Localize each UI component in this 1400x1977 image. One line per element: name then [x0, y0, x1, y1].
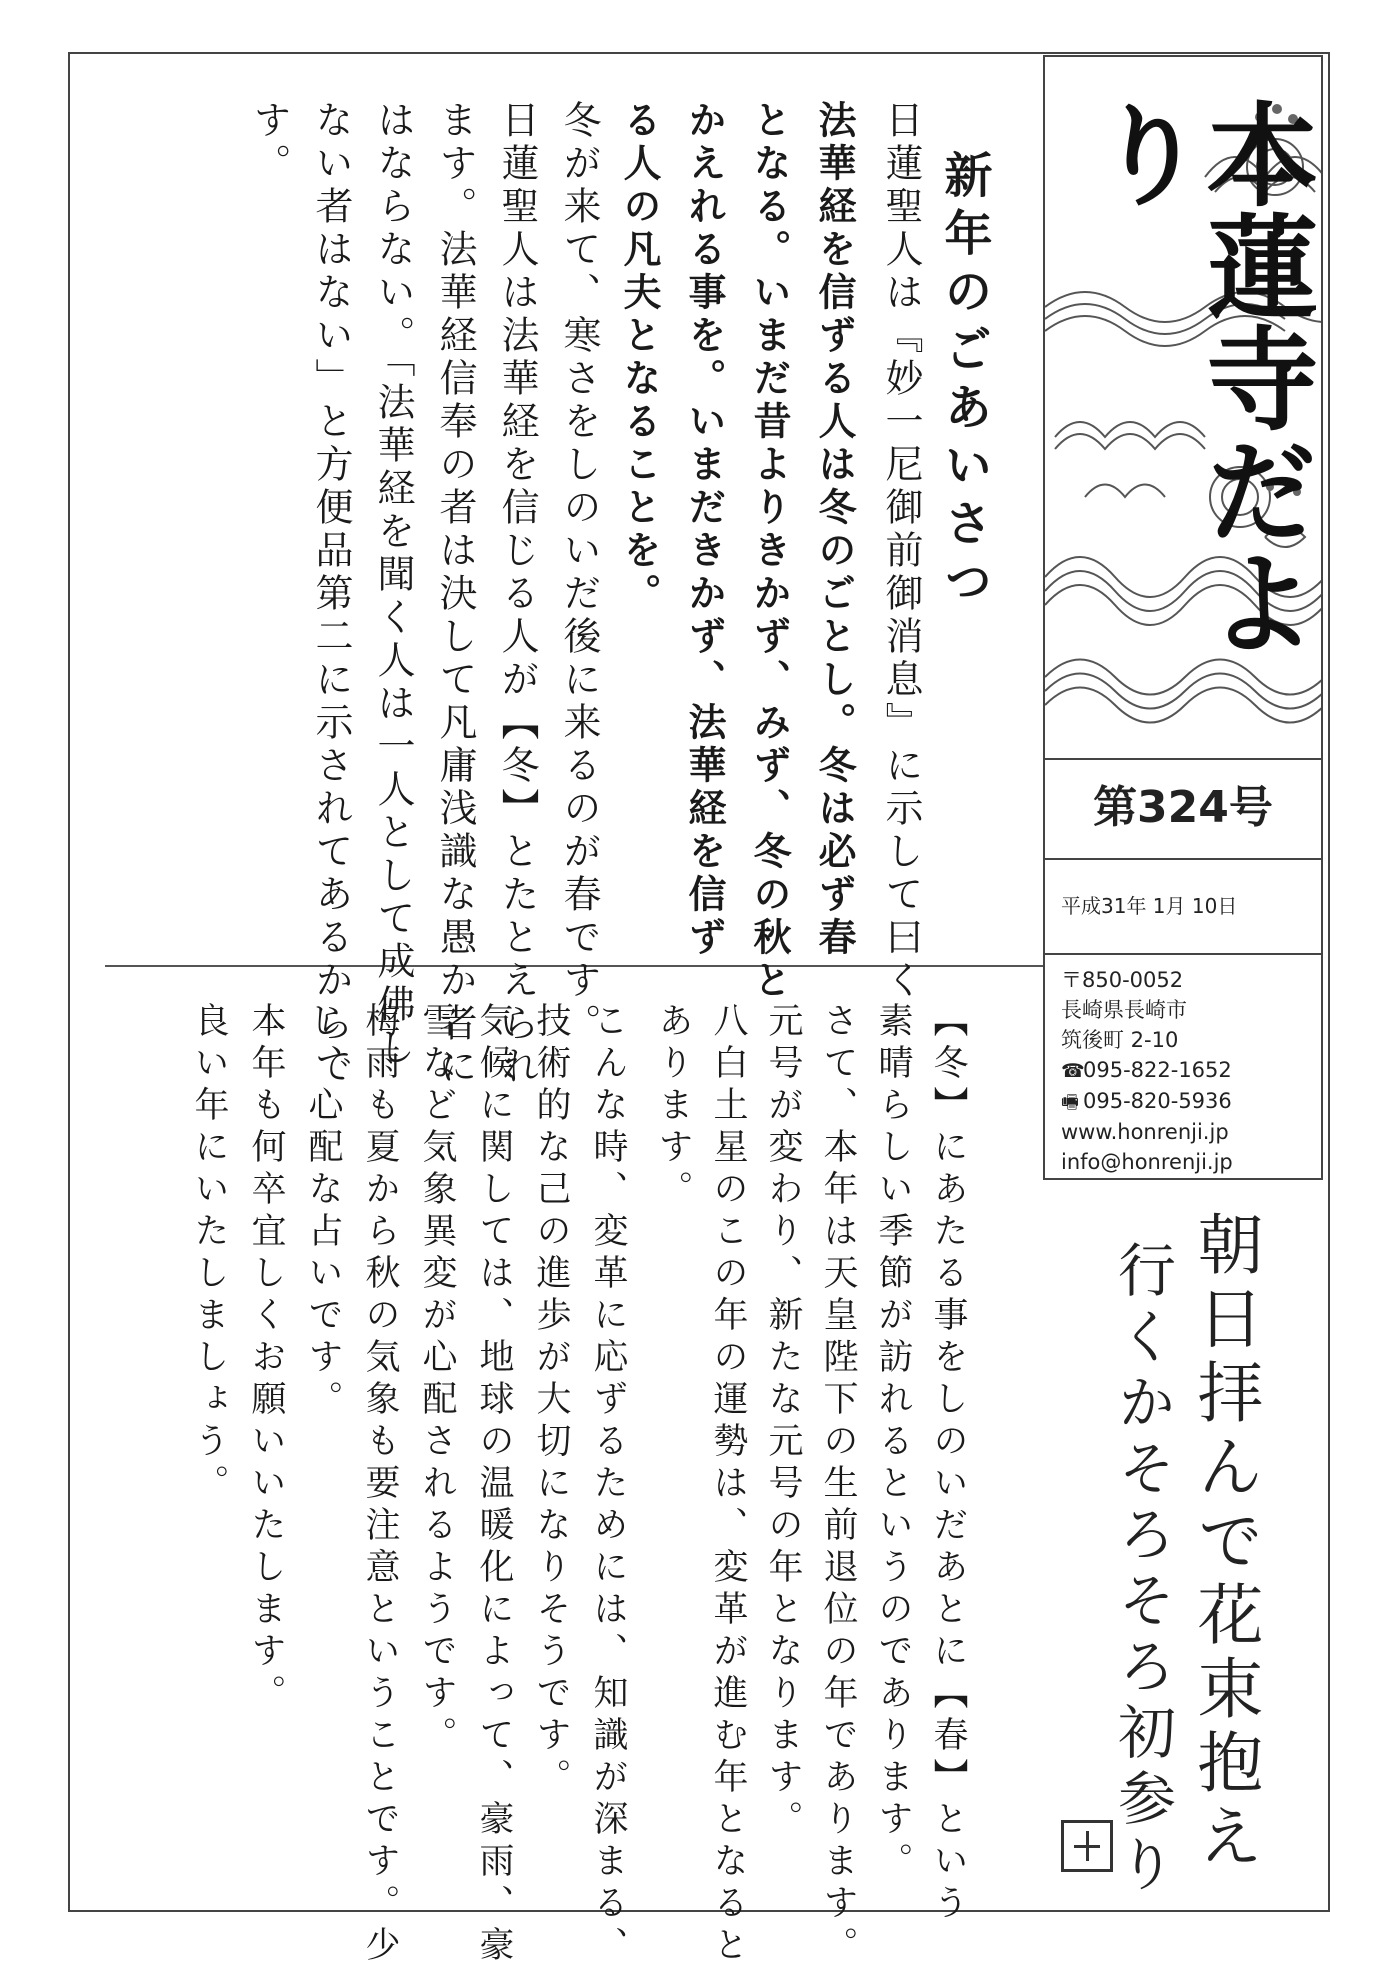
- article-top-line: 法華経を信ずる人は冬のごとし。冬は必ず春: [812, 100, 857, 960]
- contact-block: [1043, 955, 1323, 1180]
- fax-number: 095-820-5936: [1083, 1089, 1232, 1113]
- article-top-line: ない者はない」と方便品第二に示されてあるからで: [309, 100, 353, 1089]
- article-bottom-line: 素晴らしい季節が訪れるというのであります。: [873, 1002, 913, 1884]
- phone-icon: ☎: [1061, 1060, 1085, 1082]
- article-top-line: かえれる事を。いまだきかず、法華経を信ず: [682, 100, 727, 960]
- article-top-line: る人の凡夫となることを。: [617, 100, 662, 616]
- fax-icon: 🖷: [1061, 1091, 1079, 1113]
- article-bottom-line: 元号が変わり、新たな元号の年となります。: [763, 1002, 803, 1842]
- haiku-line-1: 朝日拝んで花束抱え: [1186, 1210, 1263, 1876]
- address-line-1: 長崎県長崎市: [1061, 998, 1187, 1022]
- article-top-line: 日蓮聖人は法華経を信じる人が【冬】とたとえられ: [495, 100, 539, 1089]
- newsletter-title: 本蓮寺だより: [1076, 97, 1319, 657]
- article-top-line: す。: [247, 100, 291, 186]
- article-bottom-line: 八白土星のこの年の運勢は、変革が進む年となると: [708, 1002, 748, 1968]
- haiku-block: [1043, 1180, 1323, 1910]
- article-bottom-line: し、心配な占いです。: [303, 1002, 343, 1422]
- seal-stamp: [1061, 1820, 1113, 1872]
- phone-number: 095-822-1652: [1083, 1058, 1232, 1082]
- article-bottom-line: 【冬】にあたる事をしのいだあとに【春】という: [928, 1002, 968, 1926]
- issue-date: 平成31年 1月 10日: [1043, 860, 1323, 955]
- article-bottom-line: こんな時、変革に応ずるためには、知識が深まる、: [588, 1002, 628, 1968]
- website-link[interactable]: www.honrenji.jp: [1061, 1120, 1229, 1144]
- article-top-line: はならない。「法華経を聞く人は一人として成佛し: [371, 100, 415, 1070]
- address-line-2: 筑後町 2-10: [1061, 1028, 1179, 1052]
- postal-code: 〒850-0052: [1061, 968, 1184, 992]
- article-bottom-line: 本年も何卒宜しくお願いいたします。: [246, 1002, 286, 1716]
- bleed-through: [108, 90, 198, 510]
- article-bottom-line: 気候に関しては、地球の温暖化によって、豪雨、豪: [474, 1002, 514, 1968]
- article-bottom-line: 梅雨も夏から秋の気象も要注意ということです。少: [360, 1002, 400, 1968]
- article-bottom-line: 雪など気象異変が心配されるようです。: [417, 1002, 457, 1758]
- issue-number: 第324号: [1043, 760, 1323, 860]
- article-heading: 新年のごあいさつ: [936, 150, 992, 614]
- article-bottom-line: 良い年にいたしましょう。: [189, 1002, 229, 1506]
- article-bottom-line: 技術的な己の進歩が大切になりそうです。: [531, 1002, 571, 1800]
- article-top-line: となる。いまだ昔よりきかず、みず、冬の秋と: [747, 100, 792, 1003]
- article-bottom-line: あります。: [653, 1002, 693, 1212]
- article-top-line: ます。法華経信奉の者は決して凡庸浅識な愚か者に: [433, 100, 477, 1089]
- haiku-line-2: 行くかそろそろ初参り: [1108, 1240, 1176, 1900]
- article-top-line: 冬が来て、寒さをしのいだ後に来るのが春です。: [557, 100, 601, 1046]
- article-bottom-line: さて、本年は天皇陛下の生前退位の年であります。: [818, 1002, 858, 1968]
- article-top-line: 日蓮聖人は『妙一尼御前御消息』に示して曰く: [879, 100, 923, 1003]
- masthead: [1043, 55, 1323, 760]
- email-link[interactable]: info@honrenji.jp: [1061, 1150, 1233, 1174]
